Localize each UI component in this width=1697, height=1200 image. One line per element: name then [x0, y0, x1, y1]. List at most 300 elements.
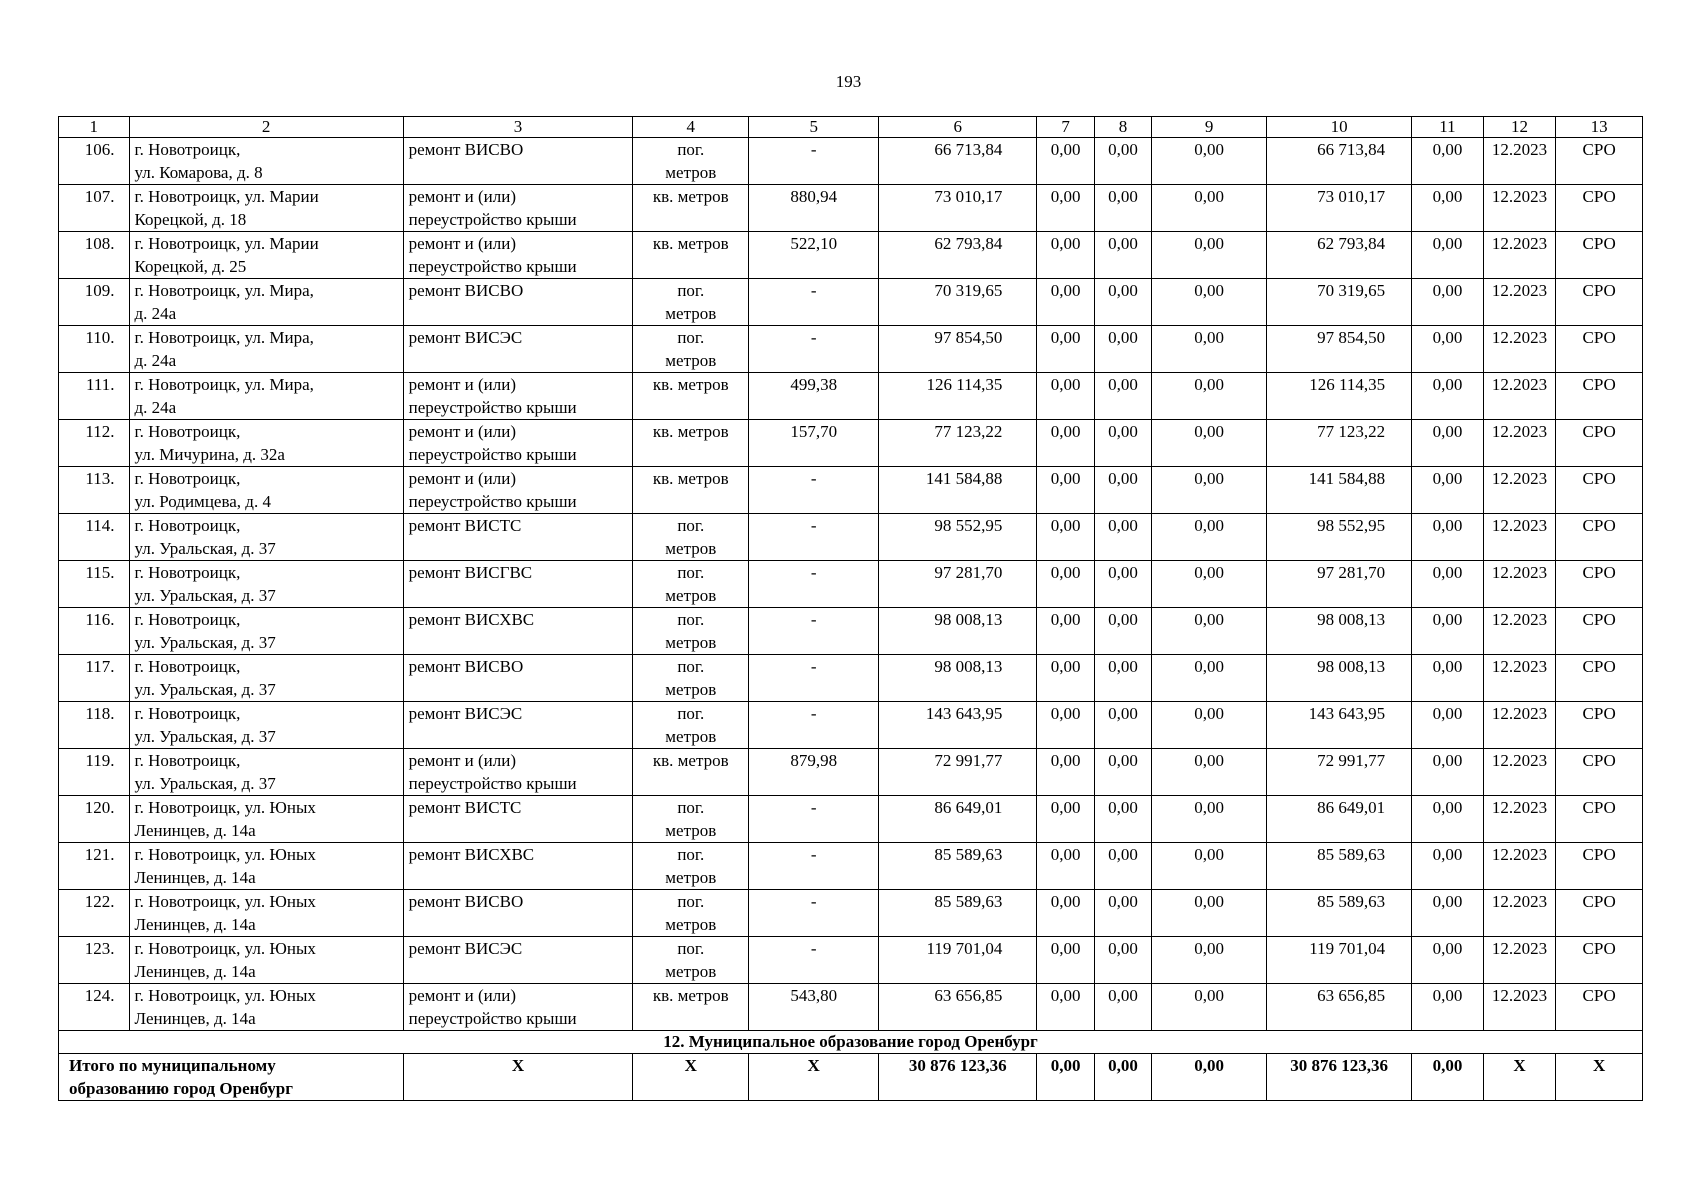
col11-cell-line: 0,00 [1432, 422, 1463, 441]
col11-cell-line: 0,00 [1432, 657, 1463, 676]
work-type-cell-line: ремонт ВИСВО [408, 657, 524, 676]
deadline-cell-line: 12.2023 [1491, 939, 1548, 958]
col7-cell [1037, 185, 1094, 232]
table-row [59, 420, 1643, 467]
cost-total-cell [879, 749, 1037, 796]
contractor-cell [1556, 185, 1643, 232]
row-number-line: 111. [86, 375, 115, 394]
unit-cell-line: метров [665, 868, 717, 887]
col8-cell [1094, 749, 1151, 796]
row-number-line: 107. [84, 187, 115, 206]
col11-cell [1412, 749, 1484, 796]
col10-cell [1267, 467, 1412, 514]
address-cell-line: д. 24а [134, 398, 177, 417]
work-type-cell-line: ремонт и (или) [408, 469, 517, 488]
col8-cell-line: 0,00 [1108, 187, 1138, 206]
work-type-cell [403, 890, 633, 937]
cost-total-cell-line: 77 123,22 [934, 422, 1003, 441]
contractor-cell-line: СРО [1582, 798, 1616, 817]
unit-cell [633, 467, 749, 514]
col8-cell [1094, 326, 1151, 373]
address-cell [129, 749, 403, 796]
header-cell: 6 [879, 117, 1037, 138]
work-type-cell-line: ремонт и (или) [408, 751, 517, 770]
contractor-cell-line: СРО [1582, 469, 1616, 488]
contractor-cell [1556, 279, 1643, 326]
work-type-cell-line: ремонт и (или) [408, 234, 517, 253]
col10-cell-line: 98 552,95 [1317, 516, 1386, 535]
table-row [59, 608, 1643, 655]
contractor-cell-line: СРО [1582, 986, 1616, 1005]
contractor-cell [1556, 420, 1643, 467]
row-number [59, 890, 130, 937]
table-row [59, 655, 1643, 702]
quantity-cell [749, 655, 879, 702]
address-cell [129, 232, 403, 279]
col9-cell-line: 0,00 [1194, 563, 1225, 582]
col9-cell-line: 0,00 [1194, 328, 1225, 347]
work-type-cell [403, 467, 633, 514]
cost-total-cell [879, 373, 1037, 420]
cost-total-cell-line: 72 991,77 [934, 751, 1003, 770]
quantity-cell [749, 937, 879, 984]
cost-total-cell [879, 890, 1037, 937]
quantity-cell-line: - [810, 704, 817, 723]
address-cell [129, 796, 403, 843]
col8-cell-line: 0,00 [1108, 939, 1138, 958]
deadline-cell-line: 12.2023 [1491, 281, 1548, 300]
deadline-cell [1483, 561, 1556, 608]
cost-total-cell-line: 97 281,70 [934, 563, 1003, 582]
address-cell-line: д. 24а [134, 351, 177, 370]
col11-cell [1412, 608, 1484, 655]
row-number [59, 561, 130, 608]
col9-cell-line: 0,00 [1194, 798, 1225, 817]
col10-cell [1267, 561, 1412, 608]
col7-cell-line: 0,00 [1050, 375, 1081, 394]
table-row [59, 185, 1643, 232]
contractor-cell [1556, 749, 1643, 796]
col10-cell [1267, 843, 1412, 890]
cost-total-cell-line: 119 701,04 [926, 939, 1003, 958]
work-type-cell [403, 420, 633, 467]
contractor-cell [1556, 796, 1643, 843]
col7-cell [1037, 984, 1094, 1031]
col7-cell [1037, 702, 1094, 749]
address-cell-line: г. Новотроицк, [134, 469, 241, 488]
work-type-cell-line: ремонт ВИСГВС [408, 563, 533, 582]
unit-cell [633, 796, 749, 843]
unit-cell [633, 749, 749, 796]
col9-cell [1152, 138, 1267, 185]
cost-total-cell-line: 86 649,01 [934, 798, 1003, 817]
col10-cell [1267, 373, 1412, 420]
deadline-cell [1483, 937, 1556, 984]
deadline-cell-line: 12.2023 [1491, 422, 1548, 441]
header-cell: 12 [1483, 117, 1556, 138]
cost-total-cell [879, 326, 1037, 373]
unit-cell-line: кв. метров [652, 234, 729, 253]
deadline-cell [1483, 655, 1556, 702]
col7-cell [1037, 937, 1094, 984]
work-type-cell-line: переустройство крыши [408, 445, 577, 464]
col11-cell-line: 0,00 [1432, 939, 1463, 958]
col10-cell-line: 143 643,95 [1308, 704, 1386, 723]
row-number-line: 116. [85, 610, 115, 629]
unit-cell-line: метров [665, 962, 717, 981]
header-cell: 10 [1267, 117, 1412, 138]
quantity-cell [749, 326, 879, 373]
table-row [59, 937, 1643, 984]
work-type-cell [403, 843, 633, 890]
capital-repair-table [58, 116, 1643, 1101]
total-col6-line: 30 876 123,36 [908, 1056, 1007, 1075]
col9-cell-line: 0,00 [1194, 375, 1225, 394]
table-row [59, 561, 1643, 608]
quantity-cell-line: 879,98 [790, 751, 838, 770]
col8-cell [1094, 185, 1151, 232]
work-type-cell [403, 749, 633, 796]
cost-total-cell [879, 232, 1037, 279]
deadline-cell-line: 12.2023 [1491, 845, 1548, 864]
quantity-cell [749, 420, 879, 467]
address-cell [129, 702, 403, 749]
deadline-cell-line: 12.2023 [1491, 657, 1548, 676]
deadline-cell [1483, 514, 1556, 561]
col10-cell [1267, 608, 1412, 655]
deadline-cell-line: 12.2023 [1491, 610, 1548, 629]
unit-cell [633, 608, 749, 655]
col7-cell [1037, 655, 1094, 702]
col8-cell [1094, 890, 1151, 937]
quantity-cell [749, 890, 879, 937]
col8-cell-line: 0,00 [1108, 845, 1138, 864]
work-type-cell [403, 937, 633, 984]
total-col10 [1267, 1054, 1412, 1101]
contractor-cell [1556, 843, 1643, 890]
address-cell [129, 561, 403, 608]
work-type-cell [403, 514, 633, 561]
address-cell-line: Корецкой, д. 25 [134, 257, 247, 276]
col9-cell [1152, 984, 1267, 1031]
row-number [59, 608, 130, 655]
col11-cell [1412, 702, 1484, 749]
col11-cell [1412, 561, 1484, 608]
col11-cell-line: 0,00 [1432, 610, 1463, 629]
row-number-line: 120. [84, 798, 115, 817]
col9-cell [1152, 373, 1267, 420]
unit-cell [633, 232, 749, 279]
address-cell-line: г. Новотроицк, [134, 563, 241, 582]
work-type-cell-line: ремонт ВИСВО [408, 281, 524, 300]
total-col9 [1152, 1054, 1267, 1101]
col8-cell-line: 0,00 [1108, 892, 1138, 911]
unit-cell [633, 279, 749, 326]
quantity-cell-line: - [810, 610, 817, 629]
cost-total-cell-line: 63 656,85 [934, 986, 1003, 1005]
col7-cell [1037, 138, 1094, 185]
col7-cell-line: 0,00 [1050, 704, 1081, 723]
col10-cell [1267, 749, 1412, 796]
col7-cell-line: 0,00 [1050, 939, 1081, 958]
row-number [59, 373, 130, 420]
cost-total-cell-line: 97 854,50 [934, 328, 1003, 347]
deadline-cell-line: 12.2023 [1491, 563, 1548, 582]
total-col3 [403, 1054, 633, 1101]
work-type-cell [403, 279, 633, 326]
col8-cell-line: 0,00 [1108, 516, 1138, 535]
col9-cell [1152, 561, 1267, 608]
col10-cell [1267, 984, 1412, 1031]
quantity-cell [749, 185, 879, 232]
quantity-cell-line: 522,10 [790, 234, 838, 253]
contractor-cell-line: СРО [1582, 375, 1616, 394]
unit-cell-line: пог. [677, 281, 705, 300]
unit-cell-line: метров [665, 351, 717, 370]
col7-cell-line: 0,00 [1050, 281, 1081, 300]
unit-cell-line: пог. [677, 798, 705, 817]
col9-cell [1152, 232, 1267, 279]
col9-cell-line: 0,00 [1194, 469, 1225, 488]
contractor-cell-line: СРО [1582, 751, 1616, 770]
work-type-cell-line: ремонт ВИСЭС [408, 704, 523, 723]
col9-cell [1152, 749, 1267, 796]
unit-cell [633, 185, 749, 232]
work-type-cell-line: ремонт и (или) [408, 187, 517, 206]
col7-cell-line: 0,00 [1050, 516, 1081, 535]
contractor-cell-line: СРО [1582, 610, 1616, 629]
unit-cell-line: пог. [677, 563, 705, 582]
cost-total-cell-line: 73 010,17 [934, 187, 1003, 206]
address-cell [129, 326, 403, 373]
unit-cell [633, 984, 749, 1031]
deadline-cell [1483, 843, 1556, 890]
work-type-cell [403, 608, 633, 655]
deadline-cell [1483, 185, 1556, 232]
col11-cell-line: 0,00 [1432, 563, 1463, 582]
row-number [59, 232, 130, 279]
quantity-cell [749, 702, 879, 749]
cost-total-cell [879, 843, 1037, 890]
quantity-cell [749, 467, 879, 514]
work-type-cell-line: переустройство крыши [408, 492, 577, 511]
row-number-line: 117. [85, 657, 115, 676]
quantity-cell-line: 499,38 [790, 375, 838, 394]
address-cell-line: ул. Уральская, д. 37 [134, 727, 276, 746]
col9-cell-line: 0,00 [1194, 892, 1225, 911]
col9-cell-line: 0,00 [1194, 610, 1225, 629]
unit-cell-line: метров [665, 539, 717, 558]
col7-cell-line: 0,00 [1050, 563, 1081, 582]
work-type-cell-line: переустройство крыши [408, 257, 577, 276]
total-col4 [633, 1054, 749, 1101]
col11-cell-line: 0,00 [1432, 469, 1463, 488]
address-cell-line: ул. Уральская, д. 37 [134, 539, 276, 558]
quantity-cell-line: - [810, 939, 817, 958]
col11-cell-line: 0,00 [1432, 375, 1463, 394]
work-type-cell-line: ремонт ВИСТС [408, 516, 522, 535]
quantity-cell-line: - [810, 845, 817, 864]
col7-cell [1037, 796, 1094, 843]
work-type-cell-line: ремонт ВИСХВС [408, 845, 535, 864]
col7-cell [1037, 608, 1094, 655]
deadline-cell-line: 12.2023 [1491, 375, 1548, 394]
total-col12 [1483, 1054, 1556, 1101]
col9-cell-line: 0,00 [1194, 704, 1225, 723]
unit-cell-line: метров [665, 586, 717, 605]
unit-cell-line: кв. метров [652, 986, 729, 1005]
work-type-cell-line: ремонт ВИСЭС [408, 328, 523, 347]
row-number-line: 108. [84, 234, 115, 253]
deadline-cell-line: 12.2023 [1491, 187, 1548, 206]
header-cell: 2 [129, 117, 403, 138]
unit-cell-line: кв. метров [652, 187, 729, 206]
work-type-cell-line: ремонт и (или) [408, 422, 517, 441]
col7-cell-line: 0,00 [1050, 798, 1081, 817]
header-cell: 8 [1094, 117, 1151, 138]
col10-cell-line: 62 793,84 [1317, 234, 1386, 253]
col10-cell-line: 63 656,85 [1317, 986, 1386, 1005]
total-col6 [879, 1054, 1037, 1101]
address-cell-line: ул. Родимцева, д. 4 [134, 492, 271, 511]
col8-cell [1094, 843, 1151, 890]
col8-cell-line: 0,00 [1108, 657, 1138, 676]
address-cell [129, 843, 403, 890]
col11-cell [1412, 420, 1484, 467]
contractor-cell [1556, 514, 1643, 561]
table-row [59, 138, 1643, 185]
deadline-cell-line: 12.2023 [1491, 140, 1548, 159]
col9-cell-line: 0,00 [1194, 281, 1225, 300]
deadline-cell-line: 12.2023 [1491, 234, 1548, 253]
col9-cell [1152, 702, 1267, 749]
unit-cell [633, 655, 749, 702]
col10-cell-line: 141 584,88 [1308, 469, 1386, 488]
col9-cell [1152, 326, 1267, 373]
col9-cell [1152, 608, 1267, 655]
unit-cell [633, 890, 749, 937]
work-type-cell-line: переустройство крыши [408, 398, 577, 417]
col10-cell-line: 66 713,84 [1317, 140, 1386, 159]
col7-cell [1037, 843, 1094, 890]
quantity-cell [749, 796, 879, 843]
total-col8 [1094, 1054, 1151, 1101]
col8-cell-line: 0,00 [1108, 469, 1138, 488]
work-type-cell [403, 561, 633, 608]
quantity-cell [749, 561, 879, 608]
cost-total-cell [879, 279, 1037, 326]
col9-cell-line: 0,00 [1194, 234, 1225, 253]
deadline-cell [1483, 467, 1556, 514]
col10-cell [1267, 232, 1412, 279]
col10-cell-line: 98 008,13 [1317, 657, 1386, 676]
col9-cell-line: 0,00 [1194, 187, 1225, 206]
col8-cell-line: 0,00 [1108, 704, 1138, 723]
col10-cell-line: 97 854,50 [1317, 328, 1386, 347]
table-row [59, 326, 1643, 373]
work-type-cell-line: переустройство крыши [408, 210, 577, 229]
col10-cell [1267, 937, 1412, 984]
address-cell-line: г. Новотроицк, ул. Марии [134, 234, 319, 253]
contractor-cell-line: СРО [1582, 140, 1616, 159]
row-number-line: 121. [84, 845, 115, 864]
unit-cell-line: метров [665, 727, 717, 746]
unit-cell-line: кв. метров [652, 375, 729, 394]
page-number: 193 [835, 72, 862, 91]
quantity-cell-line: - [810, 892, 817, 911]
address-cell-line: ул. Комарова, д. 8 [134, 163, 263, 182]
unit-cell-line: пог. [677, 610, 705, 629]
row-number-line: 110. [85, 328, 115, 347]
unit-cell-line: пог. [677, 328, 705, 347]
cost-total-cell [879, 185, 1037, 232]
address-cell-line: ул. Уральская, д. 37 [134, 680, 276, 699]
col7-cell-line: 0,00 [1050, 187, 1081, 206]
unit-cell-line: пог. [677, 516, 705, 535]
total-col13 [1556, 1054, 1643, 1101]
col9-cell-line: 0,00 [1194, 845, 1225, 864]
col9-cell-line: 0,00 [1194, 422, 1225, 441]
col9-cell [1152, 796, 1267, 843]
col8-cell-line: 0,00 [1108, 422, 1138, 441]
col11-cell-line: 0,00 [1432, 328, 1463, 347]
cost-total-cell-line: 126 114,35 [926, 375, 1003, 394]
quantity-cell [749, 843, 879, 890]
work-type-cell [403, 702, 633, 749]
col11-cell-line: 0,00 [1432, 140, 1463, 159]
address-cell-line: ул. Уральская, д. 37 [134, 586, 276, 605]
address-cell [129, 279, 403, 326]
cost-total-cell-line: 70 319,65 [934, 281, 1003, 300]
work-type-cell-line: ремонт ВИСВО [408, 892, 524, 911]
cost-total-cell [879, 702, 1037, 749]
col9-cell-line: 0,00 [1194, 751, 1225, 770]
header-row [59, 117, 1643, 138]
work-type-cell-line: ремонт и (или) [408, 986, 517, 1005]
col8-cell [1094, 655, 1151, 702]
deadline-cell-line: 12.2023 [1491, 328, 1548, 347]
deadline-cell [1483, 984, 1556, 1031]
unit-cell [633, 138, 749, 185]
col9-cell [1152, 890, 1267, 937]
col7-cell-line: 0,00 [1050, 328, 1081, 347]
quantity-cell [749, 232, 879, 279]
col11-cell-line: 0,00 [1432, 704, 1463, 723]
cost-total-cell [879, 138, 1037, 185]
work-type-cell-line: ремонт и (или) [408, 375, 517, 394]
table-row [59, 890, 1643, 937]
contractor-cell-line: СРО [1582, 516, 1616, 535]
work-type-cell [403, 373, 633, 420]
total-col5 [749, 1054, 879, 1101]
work-type-cell [403, 232, 633, 279]
row-number [59, 185, 130, 232]
total-col10-line: 30 876 123,36 [1290, 1056, 1388, 1075]
row-number [59, 984, 130, 1031]
contractor-cell [1556, 890, 1643, 937]
total-col4-line: Х [684, 1056, 697, 1075]
table-row [59, 279, 1643, 326]
contractor-cell-line: СРО [1582, 422, 1616, 441]
col9-cell-line: 0,00 [1194, 657, 1225, 676]
col10-cell-line: 98 008,13 [1317, 610, 1386, 629]
col7-cell [1037, 373, 1094, 420]
quantity-cell-line: 880,94 [790, 187, 838, 206]
header-cell: 9 [1152, 117, 1267, 138]
work-type-cell-line: переустройство крыши [408, 1009, 577, 1028]
address-cell [129, 984, 403, 1031]
unit-cell [633, 373, 749, 420]
